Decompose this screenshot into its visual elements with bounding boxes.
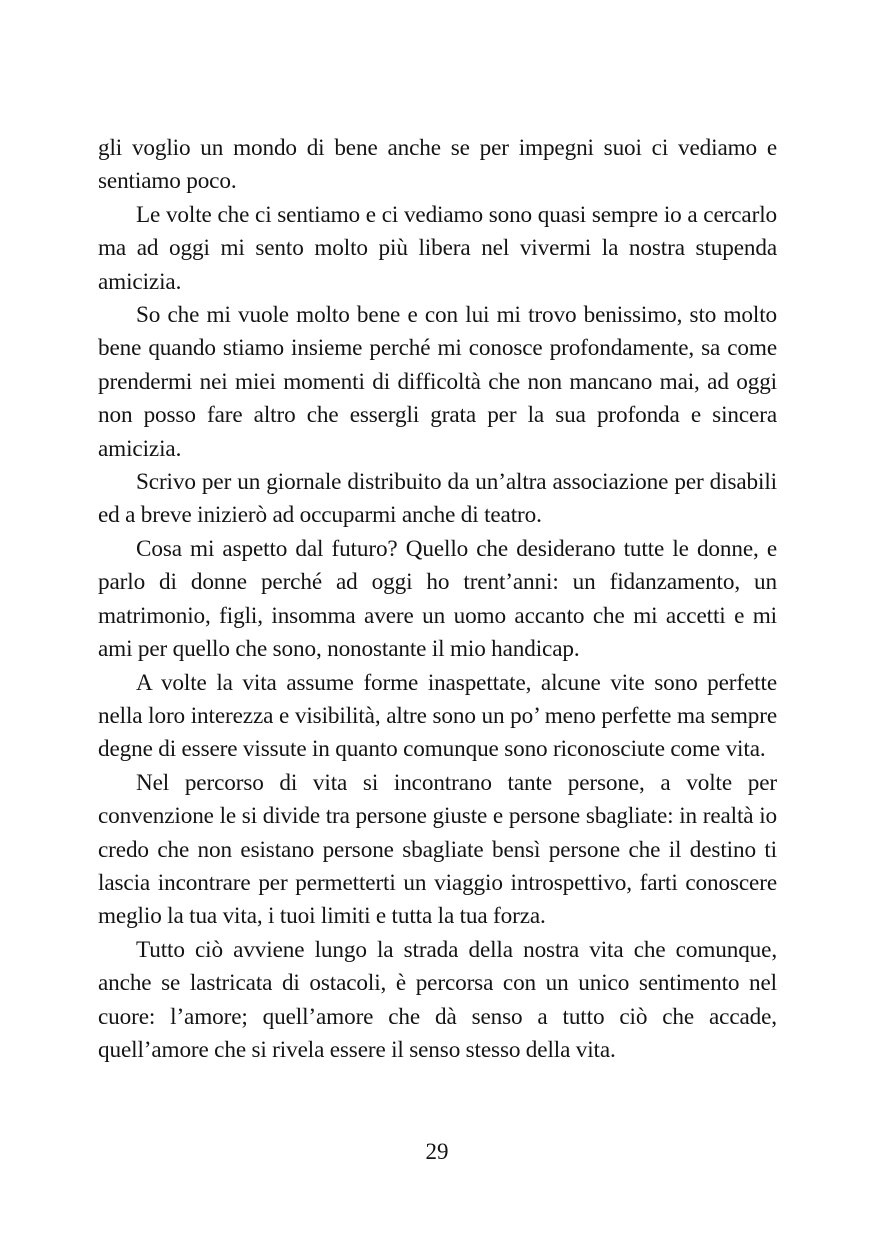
paragraph-5: Cosa mi aspetto dal futuro? Quello che desiderano tutte le donne, e parlo di donne perché ad oggi ho trent’anni: un fidanzamento, un matrimonio, figli, insomma avere un uomo accanto che mi accetti e mi ami per quello che sono, nonostante il mio handicap.	[98, 535, 777, 663]
paragraph-4: Scrivo per un giornale distribuito da un’altra associazione per disabili ed a breve inizierò ad occuparmi anche di teatro.	[98, 469, 777, 529]
paragraph-6: A volte la vita assume forme inaspettate, alcune vite sono perfette nella loro interezza e visibilità, altre sono un po’ meno perfette ma sempre degne di essere vissute in quanto comunque sono riconosciute come vita.	[98, 669, 777, 763]
paragraph-1: gli voglio un mondo di bene anche se per impegni suoi ci vediamo e sentiamo poco.	[98, 135, 777, 195]
paragraph-8: Tutto ciò avviene lungo la strada della nostra vita che comunque, anche se lastricata di ostacoli, è percorsa con un unico sentimento nel cuore: l’amore; quell’amore che dà senso a tutto ciò che accade, quell’amore che si rivela essere il senso stesso della vita.	[98, 936, 777, 1063]
paragraph-2: Le volte che ci sentiamo e ci vediamo sono quasi sempre io a cercarlo ma ad oggi mi sento molto più libera nel vivermi la nostra stupenda amicizia.	[98, 201, 777, 295]
text-column	[98, 132, 777, 1067]
page-number: 29	[425, 1139, 449, 1164]
paragraph-7: Nel percorso di vita si incontrano tante persone, a volte per convenzione le si divide tra persone giuste e persone sbagliate: in realtà io credo che non esistano persone sbagliate bensì persone che il destino ti lascia incontrare per permetterti un viaggio introspettivo, farti conoscere meglio la tua vita, i tuoi limiti e tutta la tua forza.	[98, 769, 777, 930]
paragraph-3: So che mi vuole molto bene e con lui mi trovo benissimo, sto molto bene quando stiamo insieme perché mi conosce profondamente, sa come prendermi nei miei momenti di difficoltà che non mancano mai, ad oggi non posso fare altro che essergli grata per la sua profonda e sincera amicizia.	[98, 302, 777, 462]
